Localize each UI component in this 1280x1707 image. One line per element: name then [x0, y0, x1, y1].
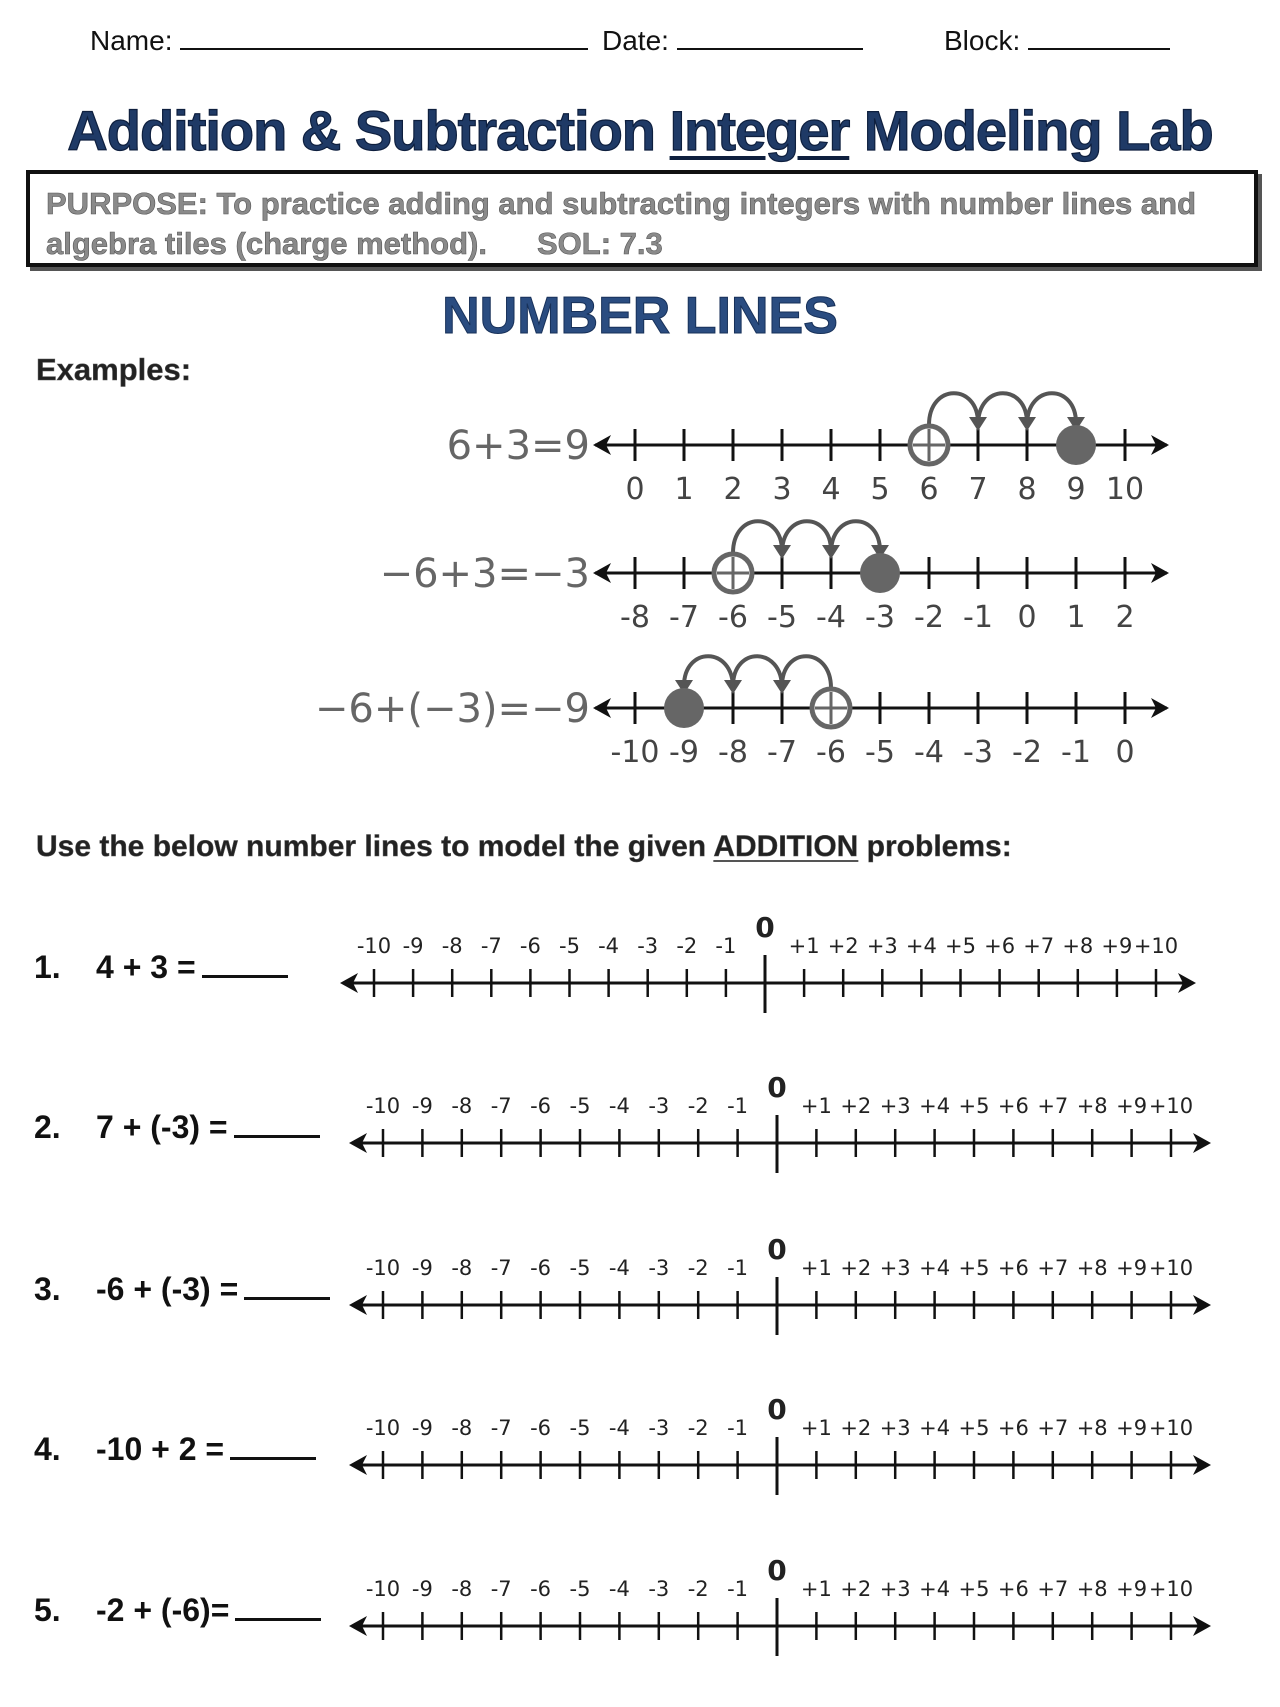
- end-filled-dot: [1056, 425, 1096, 465]
- practice-tick-label: -8: [451, 1094, 473, 1118]
- practice-tick-label: -5: [569, 1577, 591, 1601]
- practice-line-5: [349, 1554, 1211, 1656]
- section-title: NUMBER LINES: [442, 287, 838, 345]
- practice-tick-label: -6: [519, 934, 541, 958]
- example-tick-label: 5: [870, 472, 890, 507]
- example-tick-label: 8: [1017, 472, 1037, 507]
- example-tick-label: -5: [767, 600, 797, 635]
- example-tick-label: 6: [919, 472, 939, 507]
- practice-tick-label: +3: [866, 934, 898, 958]
- practice-tick-label: +8: [1062, 934, 1094, 958]
- practice-tick-label: +3: [879, 1256, 911, 1280]
- practice-tick-label: -3: [637, 934, 659, 958]
- practice-tick-label: +3: [879, 1094, 911, 1118]
- examples-number-lines: [0, 390, 1280, 770]
- practice-tick-label: +7: [1037, 1577, 1069, 1601]
- name-blank[interactable]: [180, 22, 588, 50]
- practice-tick-label: -9: [402, 934, 424, 958]
- example-tick-label: -7: [767, 735, 797, 770]
- practice-tick-label: +6: [997, 1416, 1029, 1440]
- practice-tick-label: -1: [715, 934, 737, 958]
- practice-tick-label: -2: [676, 934, 698, 958]
- practice-tick-label: +7: [1037, 1416, 1069, 1440]
- practice-tick-label: +10: [1148, 1416, 1194, 1440]
- practice-tick-label: -10: [365, 1577, 401, 1601]
- practice-tick-label: +9: [1116, 1577, 1148, 1601]
- practice-tick-label: -5: [569, 1094, 591, 1118]
- example-tick-label: 2: [723, 472, 743, 507]
- practice-tick-label: -6: [530, 1094, 552, 1118]
- example-tick-label: 7: [968, 472, 988, 507]
- practice-tick-label: -4: [598, 934, 620, 958]
- example-tick-label: -6: [816, 735, 846, 770]
- example-equation: 6+3=9: [446, 423, 590, 469]
- hop-arrow: [978, 393, 1027, 425]
- practice-tick-label: +10: [1148, 1256, 1194, 1280]
- page-title: [0, 98, 1280, 163]
- practice-tick-label: -9: [411, 1416, 433, 1440]
- practice-tick-label: +6: [997, 1094, 1029, 1118]
- practice-tick-label: -1: [727, 1577, 749, 1601]
- practice-tick-label: -1: [727, 1094, 749, 1118]
- examples-label: Examples:: [36, 352, 192, 387]
- practice-line-1: [340, 911, 1196, 1013]
- example-tick-label: -2: [1012, 735, 1042, 770]
- date-label: Date:: [602, 25, 669, 56]
- practice-tick-label: +5: [945, 934, 976, 958]
- practice-tick-label: -10: [365, 1416, 401, 1440]
- practice-tick-label: +9: [1116, 1256, 1148, 1280]
- title-part-1: Addition & Subtraction: [67, 99, 670, 162]
- practice-tick-label: +1: [800, 1416, 832, 1440]
- practice-tick-label: -10: [365, 1094, 401, 1118]
- block-field: [944, 22, 1170, 57]
- practice-tick-label: 0: [767, 1393, 787, 1426]
- instructions-before: Use the below number lines to model the given: [36, 830, 714, 863]
- practice-tick-label: +9: [1116, 1416, 1148, 1440]
- practice-tick-label: +8: [1076, 1416, 1108, 1440]
- instructions-emphasis: ADDITION: [713, 830, 859, 863]
- block-blank[interactable]: [1028, 22, 1170, 50]
- practice-tick-label: -8: [451, 1256, 473, 1280]
- end-filled-dot: [664, 688, 704, 728]
- hop-arrow: [733, 521, 782, 553]
- practice-tick-label: -7: [480, 934, 502, 958]
- practice-tick-label: -8: [451, 1577, 473, 1601]
- problem-expression: 7 + (-3) =: [96, 1109, 228, 1145]
- practice-tick-label: -7: [490, 1094, 512, 1118]
- practice-tick-label: -4: [608, 1094, 630, 1118]
- practice-number-lines: [0, 900, 1280, 1700]
- problem-expression: 4 + 3 =: [96, 949, 196, 985]
- purpose-text: PURPOSE: To practice adding and subtracting integers with number lines and algebra tiles (charge method).: [46, 186, 1197, 261]
- sol-label: SOL: 7.3: [537, 226, 663, 261]
- practice-tick-label: +2: [840, 1094, 872, 1118]
- problem-expression: -10 + 2 =: [96, 1431, 225, 1467]
- practice-tick-label: -7: [490, 1577, 512, 1601]
- practice-tick-label: +1: [800, 1256, 832, 1280]
- practice-tick-label: +4: [919, 1416, 951, 1440]
- example-tick-label: -4: [816, 600, 846, 635]
- practice-tick-label: +8: [1076, 1094, 1108, 1118]
- example-tick-label: 4: [821, 472, 841, 507]
- hop-arrow: [782, 656, 831, 688]
- name-label: Name:: [90, 25, 173, 56]
- example-tick-label: -9: [669, 735, 699, 770]
- example-3: [315, 656, 1169, 770]
- practice-tick-label: +5: [958, 1094, 990, 1118]
- practice-tick-label: +6: [997, 1577, 1029, 1601]
- block-label: Block:: [944, 25, 1021, 56]
- practice-tick-label: +4: [919, 1577, 951, 1601]
- example-1: [447, 393, 1169, 507]
- problem-number: 2.: [34, 1109, 61, 1145]
- practice-tick-label: +1: [788, 934, 820, 958]
- practice-tick-label: +3: [879, 1577, 911, 1601]
- example-tick-label: -3: [963, 735, 993, 770]
- practice-tick-label: -4: [608, 1416, 630, 1440]
- example-tick-label: -10: [610, 735, 660, 770]
- instructions: [36, 830, 1012, 864]
- example-tick-label: 3: [772, 472, 792, 507]
- practice-tick-label: -1: [727, 1416, 749, 1440]
- practice-tick-label: +6: [997, 1256, 1029, 1280]
- hop-arrow: [733, 656, 782, 688]
- practice-tick-label: +10: [1148, 1094, 1194, 1118]
- practice-tick-label: +7: [1037, 1094, 1069, 1118]
- practice-tick-label: +2: [840, 1577, 872, 1601]
- example-tick-label: 2: [1115, 600, 1135, 635]
- practice-tick-label: -9: [411, 1094, 433, 1118]
- example-equation: −6+(−3)=−9: [314, 686, 590, 732]
- practice-tick-label: +4: [905, 934, 937, 958]
- practice-tick-label: 0: [767, 1554, 787, 1587]
- example-tick-label: -7: [669, 600, 699, 635]
- practice-tick-label: +9: [1101, 934, 1133, 958]
- practice-tick-label: +6: [984, 934, 1016, 958]
- problem-number: 5.: [34, 1592, 61, 1628]
- practice-tick-label: +8: [1076, 1577, 1108, 1601]
- practice-tick-label: 0: [755, 911, 775, 944]
- practice-tick-label: +2: [840, 1416, 872, 1440]
- example-tick-label: -1: [1061, 735, 1091, 770]
- title-part-2: Integer: [669, 99, 850, 162]
- example-2: [380, 521, 1169, 635]
- practice-tick-label: +7: [1023, 934, 1055, 958]
- practice-tick-label: -3: [648, 1094, 670, 1118]
- problem-number: 3.: [34, 1271, 61, 1307]
- practice-tick-label: -2: [687, 1577, 709, 1601]
- example-tick-label: -8: [718, 735, 748, 770]
- practice-tick-label: -1: [727, 1256, 749, 1280]
- practice-tick-label: +2: [840, 1256, 872, 1280]
- practice-tick-label: -2: [687, 1094, 709, 1118]
- example-tick-label: 1: [674, 472, 694, 507]
- practice-tick-label: +8: [1076, 1256, 1108, 1280]
- practice-tick-label: -7: [490, 1416, 512, 1440]
- title-part-3: Modeling Lab: [849, 99, 1213, 162]
- practice-tick-label: -8: [441, 934, 463, 958]
- practice-tick-label: +5: [958, 1577, 990, 1601]
- example-tick-label: -5: [865, 735, 895, 770]
- practice-tick-label: -4: [608, 1256, 630, 1280]
- example-tick-label: -6: [718, 600, 748, 635]
- practice-tick-label: -6: [530, 1416, 552, 1440]
- example-tick-label: -8: [620, 600, 650, 635]
- problem-expression: -6 + (-3) =: [96, 1271, 239, 1307]
- practice-line-2: [349, 1071, 1211, 1173]
- practice-tick-label: +1: [800, 1094, 832, 1118]
- example-tick-label: -3: [865, 600, 895, 635]
- practice-tick-label: +4: [919, 1094, 951, 1118]
- practice-tick-label: +5: [958, 1416, 990, 1440]
- practice-tick-label: -10: [356, 934, 392, 958]
- practice-tick-label: -5: [569, 1416, 591, 1440]
- practice-tick-label: -2: [687, 1256, 709, 1280]
- practice-line-3: [349, 1233, 1211, 1335]
- practice-tick-label: +2: [827, 934, 859, 958]
- practice-tick-label: -2: [687, 1416, 709, 1440]
- problem-number: 4.: [34, 1431, 61, 1467]
- example-tick-label: 10: [1105, 472, 1145, 507]
- hop-arrow: [831, 521, 880, 553]
- example-tick-label: 9: [1066, 472, 1086, 507]
- name-field: [90, 22, 588, 57]
- hop-arrow: [929, 393, 978, 425]
- practice-tick-label: 0: [767, 1071, 787, 1104]
- example-tick-label: -4: [914, 735, 944, 770]
- problem-number: 1.: [34, 949, 61, 985]
- example-tick-label: 1: [1066, 600, 1086, 635]
- hop-arrow: [684, 656, 733, 688]
- example-tick-label: 0: [1017, 600, 1037, 635]
- practice-tick-label: +10: [1148, 1577, 1194, 1601]
- purpose-box: [26, 170, 1258, 267]
- practice-tick-label: -9: [411, 1256, 433, 1280]
- practice-tick-label: -3: [648, 1577, 670, 1601]
- practice-tick-label: -10: [365, 1256, 401, 1280]
- practice-line-4: [349, 1393, 1211, 1495]
- example-equation: −6+3=−3: [379, 551, 590, 597]
- practice-tick-label: +9: [1116, 1094, 1148, 1118]
- practice-tick-label: -6: [530, 1577, 552, 1601]
- practice-tick-label: -5: [559, 934, 580, 958]
- practice-tick-label: -3: [648, 1256, 670, 1280]
- practice-tick-label: +3: [879, 1416, 911, 1440]
- example-tick-label: 0: [625, 472, 645, 507]
- practice-tick-label: +5: [958, 1256, 990, 1280]
- date-field: [602, 22, 863, 57]
- practice-tick-label: -7: [490, 1256, 512, 1280]
- end-filled-dot: [860, 553, 900, 593]
- hop-arrow: [1027, 393, 1076, 425]
- practice-tick-label: -4: [608, 1577, 630, 1601]
- instructions-after: problems:: [858, 830, 1012, 863]
- practice-tick-label: -8: [451, 1416, 473, 1440]
- practice-tick-label: -3: [648, 1416, 670, 1440]
- example-tick-label: 0: [1115, 735, 1135, 770]
- practice-tick-label: +10: [1133, 934, 1179, 958]
- example-tick-label: -1: [963, 600, 993, 635]
- practice-tick-label: -6: [530, 1256, 552, 1280]
- practice-tick-label: +4: [919, 1256, 951, 1280]
- date-blank[interactable]: [677, 22, 863, 50]
- practice-tick-label: -9: [411, 1577, 433, 1601]
- practice-tick-label: -5: [569, 1256, 591, 1280]
- practice-tick-label: +7: [1037, 1256, 1069, 1280]
- problem-expression: -2 + (-6)=: [96, 1592, 230, 1628]
- practice-tick-label: +1: [800, 1577, 832, 1601]
- hop-arrow: [782, 521, 831, 553]
- practice-tick-label: 0: [767, 1233, 787, 1266]
- example-tick-label: -2: [914, 600, 944, 635]
